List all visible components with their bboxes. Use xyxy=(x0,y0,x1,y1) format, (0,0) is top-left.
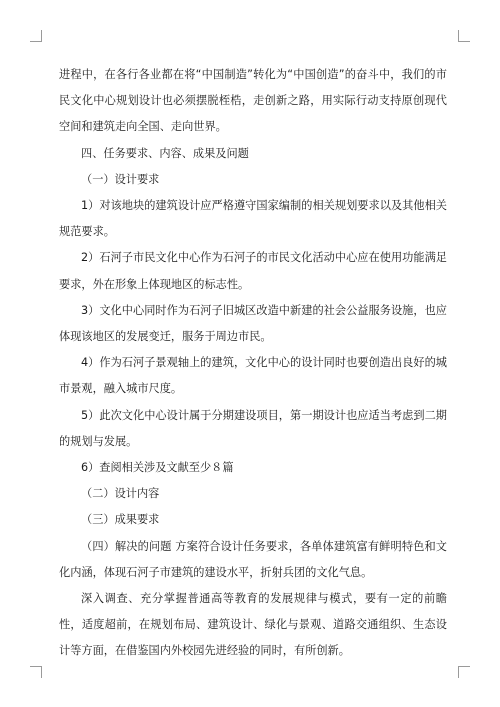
crop-mark-top-right xyxy=(458,30,470,42)
crop-mark-bottom-left xyxy=(30,666,42,678)
document-body xyxy=(59,62,447,665)
subheading-design-content: （二）设计内容 xyxy=(81,487,160,501)
requirement-item-3: 3）文化中心同时作为石河子旧城区改造中新建的社会公益服务设施，也应体现该地区的发展变迁，服务于周边市民。 xyxy=(59,303,447,344)
subheading-deliverables: （三）成果要求 xyxy=(81,513,160,527)
crop-mark-bottom-right xyxy=(458,666,470,678)
section-heading-tasks: 四、任务要求、内容、成果及问题 xyxy=(81,146,249,160)
subheading-design-requirements: （一）设计要求 xyxy=(81,172,160,186)
requirement-item-1: 1）对该地块的建筑设计应严格遵守国家编制的相关规划要求以及其他相关规范要求。 xyxy=(59,199,447,239)
crop-mark-top-left xyxy=(30,30,42,42)
paragraph-investigation: 深入调查、充分掌握普通高等教育的发展规律与模式，要有一定的前瞻性，适度超前，在规划布局、建筑设计、绿化与景观、道路交通组织、生态设计等方面，在借鉴国内外校园先进经验的同时，有所创新。 xyxy=(59,592,447,658)
requirement-item-2: 2）石河子市民文化中心作为石河子的市民文化活动中心应在使用功能满足要求，外在形象上体现地区的标志性。 xyxy=(59,251,447,291)
requirement-item-5: 5）此次文化中心设计属于分期建设项目，第一期设计也应适当考虑到二期的规划与发展。 xyxy=(59,408,447,448)
requirement-item-4: 4）作为石河子景观轴上的建筑，文化中心的设计同时也要创造出良好的城市景观，融入城市尺度。 xyxy=(59,356,447,396)
requirement-item-6: 6）查阅相关涉及文献至少８篇 xyxy=(81,461,234,475)
subheading-problems-solved: （四）解决的问题 方案符合设计任务要求，各单体建筑富有鲜明特色和文化内涵，体现石河子市建筑的建设水平，折射兵团的文化气息。 xyxy=(59,539,447,579)
paragraph-intro-continuation: 进程中，在各行各业都在将“中国制造”转化为“中国创造”的奋斗中，我们的市民文化中心规划设计也必须摆脱桎梏，走创新之路，用实际行动支持原创现代空间和建筑走向全国、走向世界。 xyxy=(59,68,447,134)
